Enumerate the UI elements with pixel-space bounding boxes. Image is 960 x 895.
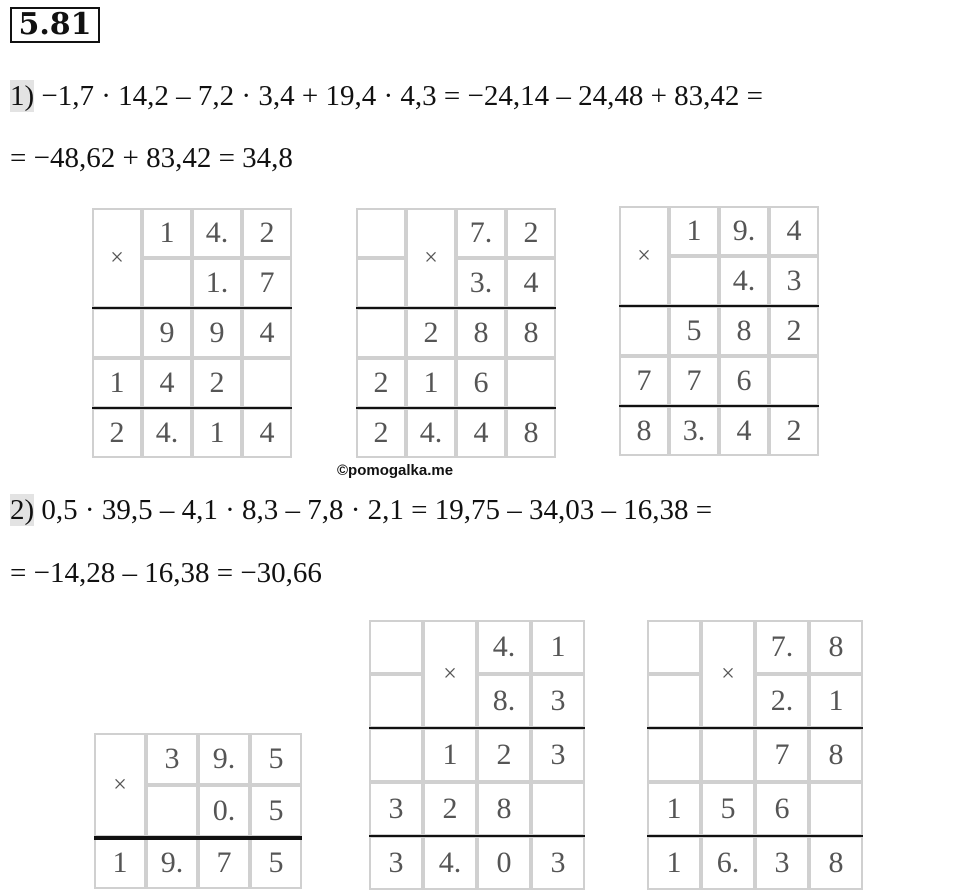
- grid-cell: [92, 308, 142, 358]
- grid-cell: [146, 785, 198, 837]
- grid-cell: 7: [198, 837, 250, 889]
- part1-line2: = −48,62 + 83,42 = 34,8: [10, 142, 293, 174]
- grid-cell: 2: [92, 408, 142, 458]
- grid-cell: [356, 308, 406, 358]
- grid-cell: 7.: [456, 208, 506, 258]
- grid-cell: [369, 728, 423, 782]
- multiply-sign: ×: [92, 208, 142, 308]
- grid-cell: 4: [769, 206, 819, 256]
- grid-cell: 8: [477, 782, 531, 836]
- grid-cell: 2.: [755, 674, 809, 728]
- grid-cell: 2: [477, 728, 531, 782]
- grid-cell: 4.: [719, 256, 769, 306]
- grid-cell: 7: [755, 728, 809, 782]
- multiply-sign: ×: [94, 733, 146, 837]
- grid-cell: 6: [456, 358, 506, 408]
- grid-cell: 8: [809, 836, 863, 890]
- sum-line: [369, 835, 585, 837]
- grid-cell: 6.: [701, 836, 755, 890]
- grid-cell: 2: [192, 358, 242, 408]
- grid-cell: 3: [769, 256, 819, 306]
- grid-cell: 5: [250, 733, 302, 785]
- grid-cell: 6: [719, 356, 769, 406]
- grid-cell: 7: [242, 258, 292, 308]
- grid-cell: 4.: [406, 408, 456, 458]
- multiply-sign: ×: [423, 620, 477, 728]
- grid-cell: 0.: [198, 785, 250, 837]
- grid-cell: [142, 258, 192, 308]
- grid-cell: [647, 728, 701, 782]
- grid-cell: 5: [669, 306, 719, 356]
- grid-cell: 5: [701, 782, 755, 836]
- grid-cell: [506, 358, 556, 408]
- grid-cell: 2: [769, 306, 819, 356]
- grid-cell: [531, 782, 585, 836]
- grid-cell: 2: [356, 358, 406, 408]
- grid-cell: 1: [192, 408, 242, 458]
- grid-cell: 1: [406, 358, 456, 408]
- part2-label: 2): [10, 494, 35, 526]
- grid-cell: 8: [506, 408, 556, 458]
- grid-cell: 5: [250, 837, 302, 889]
- grid-cell: [356, 208, 406, 258]
- grid-cell: 3: [755, 836, 809, 890]
- grid-cell: [769, 356, 819, 406]
- grid-cell: 1: [142, 208, 192, 258]
- grid-cell: 1: [531, 620, 585, 674]
- grid-cell: 3: [531, 836, 585, 890]
- grid-cell: 6: [755, 782, 809, 836]
- grid-cell: 4.: [142, 408, 192, 458]
- sum-line: [92, 307, 292, 309]
- grid-cell: [701, 728, 755, 782]
- sum-line: [92, 407, 292, 409]
- grid-cell: 3: [531, 674, 585, 728]
- sum-line: [369, 727, 585, 729]
- grid-cell: [809, 782, 863, 836]
- grid-cell: 4.: [423, 836, 477, 890]
- watermark: ©pomogalka.me: [337, 462, 454, 479]
- grid-cell: 9.: [198, 733, 250, 785]
- grid-cell: 9.: [146, 837, 198, 889]
- grid-cell: 5: [250, 785, 302, 837]
- grid-cell: 4: [242, 408, 292, 458]
- grid-cell: 1.: [192, 258, 242, 308]
- grid-cell: 2: [423, 782, 477, 836]
- grid-cell: 3: [369, 782, 423, 836]
- grid-cell: [369, 620, 423, 674]
- multiply-sign: ×: [701, 620, 755, 728]
- grid-cell: 7: [619, 356, 669, 406]
- grid-cell: 8: [809, 620, 863, 674]
- part2-expression: 0,5 · 39,5 – 4,1 · 8,3 – 7,8 · 2,1 = 19,75 – 34,03 – 16,38 =: [34, 494, 713, 526]
- grid-cell: 8: [506, 308, 556, 358]
- grid-cell: 1: [809, 674, 863, 728]
- grid-cell: 7: [669, 356, 719, 406]
- grid-cell: 4: [456, 408, 506, 458]
- grid-cell: 0: [477, 836, 531, 890]
- grid-cell: [356, 258, 406, 308]
- part1-label: 1): [10, 80, 35, 112]
- grid-cell: 1: [423, 728, 477, 782]
- grid-cell: 4: [719, 406, 769, 456]
- grid-cell: 2: [769, 406, 819, 456]
- grid-cell: 8.: [477, 674, 531, 728]
- sum-line: [356, 407, 556, 409]
- grid-cell: [669, 256, 719, 306]
- part1-line1: [10, 76, 763, 116]
- grid-cell: 4: [242, 308, 292, 358]
- sum-line: [356, 307, 556, 309]
- part2-line1: [10, 490, 712, 530]
- grid-cell: 3.: [456, 258, 506, 308]
- grid-cell: 8: [719, 306, 769, 356]
- grid-cell: 1: [92, 358, 142, 408]
- grid-cell: 1: [94, 837, 146, 889]
- grid-cell: 4: [506, 258, 556, 308]
- grid-cell: [369, 674, 423, 728]
- grid-cell: 9.: [719, 206, 769, 256]
- grid-cell: 1: [647, 836, 701, 890]
- part2-line2: = −14,28 – 16,38 = −30,66: [10, 557, 322, 589]
- grid-cell: 8: [456, 308, 506, 358]
- multiply-sign: ×: [406, 208, 456, 308]
- grid-cell: 1: [669, 206, 719, 256]
- grid-cell: 4.: [192, 208, 242, 258]
- sum-line: [619, 305, 819, 307]
- grid-cell: [242, 358, 292, 408]
- grid-cell: [647, 674, 701, 728]
- problem-number: 5.81: [10, 7, 100, 43]
- grid-cell: 4: [142, 358, 192, 408]
- sum-line: [647, 727, 863, 729]
- grid-cell: 9: [192, 308, 242, 358]
- grid-cell: 8: [809, 728, 863, 782]
- sum-line: [619, 405, 819, 407]
- multiply-sign: ×: [619, 206, 669, 306]
- grid-cell: 7.: [755, 620, 809, 674]
- grid-cell: 3: [146, 733, 198, 785]
- grid-cell: [647, 620, 701, 674]
- grid-cell: 2: [406, 308, 456, 358]
- grid-cell: [619, 306, 669, 356]
- grid-cell: 3: [369, 836, 423, 890]
- grid-cell: 2: [506, 208, 556, 258]
- grid-cell: 8: [619, 406, 669, 456]
- grid-cell: 1: [647, 782, 701, 836]
- grid-cell: 3.: [669, 406, 719, 456]
- grid-cell: 9: [142, 308, 192, 358]
- grid-cell: 4.: [477, 620, 531, 674]
- grid-cell: 3: [531, 728, 585, 782]
- grid-cell: 2: [356, 408, 406, 458]
- part1-expression: −1,7 · 14,2 – 7,2 · 3,4 + 19,4 · 4,3 = −24,14 – 24,48 + 83,42 =: [34, 80, 764, 112]
- grid-cell: 2: [242, 208, 292, 258]
- sum-line: [94, 836, 302, 840]
- sum-line: [647, 835, 863, 837]
